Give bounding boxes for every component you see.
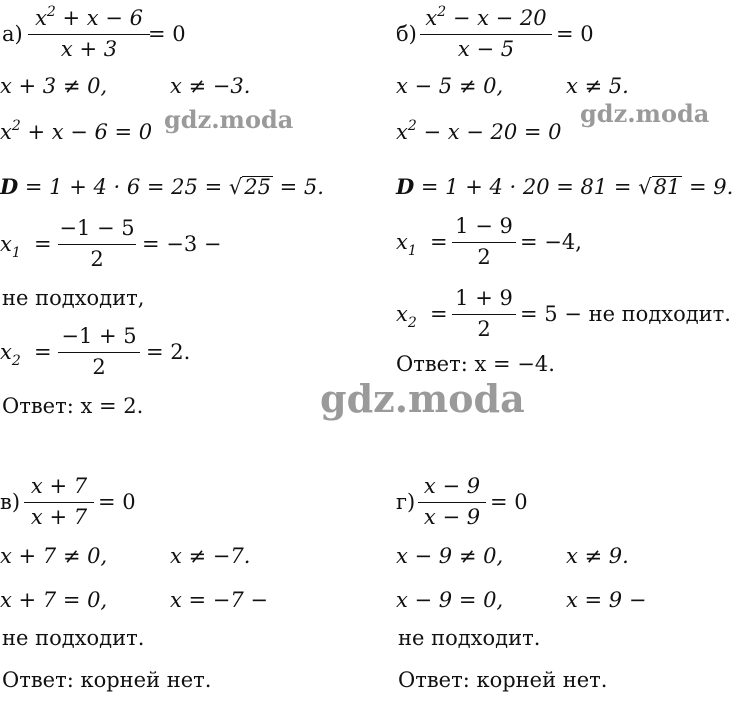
fraction-v bbox=[24, 476, 94, 528]
fraction-a-bar bbox=[28, 34, 150, 35]
root-x2-var-b: $x_2$ bbox=[396, 302, 417, 331]
root-x1-fraction-b bbox=[452, 216, 516, 268]
fraction-a-denominator: x + 3 bbox=[60, 37, 118, 61]
discriminant-a: D = 1 + 4 · 6 = 25 = √25 = 5. bbox=[0, 174, 324, 199]
fraction-b-denominator: x − 5 bbox=[457, 37, 515, 61]
equation-result-g: x = 9 − bbox=[566, 588, 647, 612]
fraction-b-bar bbox=[420, 34, 552, 35]
fraction-v-denominator: x + 7 bbox=[30, 505, 88, 529]
fraction-g bbox=[418, 476, 486, 528]
root-x1-fraction-a bbox=[58, 218, 136, 270]
root-x2-eq-a: = bbox=[34, 340, 52, 364]
root-x2-numerator-a: −1 + 5 bbox=[61, 324, 137, 348]
watermark-large-center: gdz.moda bbox=[320, 376, 525, 421]
fraction-a-numerator: $x^2 + x - 6$ bbox=[35, 4, 143, 30]
root-x2-numerator-b: 1 + 9 bbox=[455, 286, 513, 310]
root-x1-numerator-a: −1 − 5 bbox=[59, 216, 135, 240]
label-g: г) bbox=[396, 490, 416, 514]
equation-result-v: x = −7 − bbox=[170, 588, 269, 612]
answer-b: Ответ: x = −4. bbox=[396, 352, 555, 376]
root-x1-eq-b: = bbox=[430, 230, 448, 254]
root-x1-result-a: = −3 − bbox=[142, 232, 222, 256]
equals-zero-v: = 0 bbox=[98, 490, 136, 514]
answer-a: Ответ: x = 2. bbox=[2, 394, 144, 418]
fraction-v-bar bbox=[24, 502, 94, 503]
domain-b: x − 5 ≠ 0, bbox=[396, 74, 504, 98]
root-x2-result-a: = 2. bbox=[146, 340, 191, 364]
domain-v: x + 7 ≠ 0, bbox=[0, 544, 108, 568]
domain-result-v: x ≠ −7. bbox=[170, 544, 251, 568]
root-x1-var-b: $x_1$ bbox=[396, 230, 417, 259]
root-x2-var-a: $x_2$ bbox=[0, 340, 21, 369]
root-x2-fraction-a bbox=[58, 326, 140, 378]
equation-g: x − 9 = 0, bbox=[396, 588, 504, 612]
quadratic-b: $x^2 - x - 20 = 0$ bbox=[396, 118, 562, 144]
answer-g: Ответ: корней нет. bbox=[398, 668, 608, 692]
watermark-small-left: gdz.moda bbox=[164, 105, 294, 134]
fraction-v-numerator: x + 7 bbox=[30, 474, 88, 498]
fraction-b bbox=[420, 4, 552, 61]
equals-zero-b: = 0 bbox=[556, 22, 594, 46]
root-x1-denominator-a: 2 bbox=[90, 247, 104, 271]
root-x1-numerator-b: 1 − 9 bbox=[455, 214, 513, 238]
domain-a: x + 3 ≠ 0, bbox=[0, 74, 108, 98]
watermark-small-right: gdz.moda bbox=[580, 99, 710, 128]
root-x2-denominator-b: 2 bbox=[477, 317, 491, 341]
discriminant-b: D = 1 + 4 · 20 = 81 = √81 = 9. bbox=[396, 174, 734, 199]
root-x2-denominator-a: 2 bbox=[92, 355, 106, 379]
equation-v: x + 7 = 0, bbox=[0, 588, 108, 612]
root-x1-eq-a: = bbox=[34, 232, 52, 256]
root-x1-result-b: = −4, bbox=[520, 230, 582, 254]
fraction-g-denominator: x − 9 bbox=[423, 505, 481, 529]
note-v: не подходит. bbox=[2, 626, 145, 650]
root-x2-result-b: = 5 − не подходит. bbox=[520, 302, 731, 326]
root-x2-fraction-b bbox=[452, 288, 516, 340]
equals-zero-a: = 0 bbox=[148, 22, 186, 46]
answer-v: Ответ: корней нет. bbox=[2, 668, 212, 692]
fraction-g-bar bbox=[418, 502, 486, 503]
domain-result-a: x ≠ −3. bbox=[170, 74, 251, 98]
domain-result-b: x ≠ 5. bbox=[566, 74, 629, 98]
root-x1-note-a: не подходит, bbox=[2, 286, 145, 310]
fraction-g-numerator: x − 9 bbox=[423, 474, 481, 498]
fraction-a bbox=[28, 4, 150, 61]
fraction-b-numerator: $x^2 - x - 20$ bbox=[425, 4, 547, 30]
label-a: а) bbox=[2, 22, 23, 46]
quadratic-a: $x^2 + x - 6 = 0$ bbox=[0, 118, 153, 144]
label-b: б) bbox=[396, 22, 417, 46]
root-x1-denominator-b: 2 bbox=[477, 245, 491, 269]
root-x2-eq-b: = bbox=[430, 302, 448, 326]
equals-zero-g: = 0 bbox=[490, 490, 528, 514]
label-v: в) bbox=[0, 490, 21, 514]
root-x1-var-a: $x_1$ bbox=[0, 232, 21, 261]
domain-g: x − 9 ≠ 0, bbox=[396, 544, 504, 568]
domain-result-g: x ≠ 9. bbox=[566, 544, 629, 568]
note-g: не подходит. bbox=[398, 626, 541, 650]
